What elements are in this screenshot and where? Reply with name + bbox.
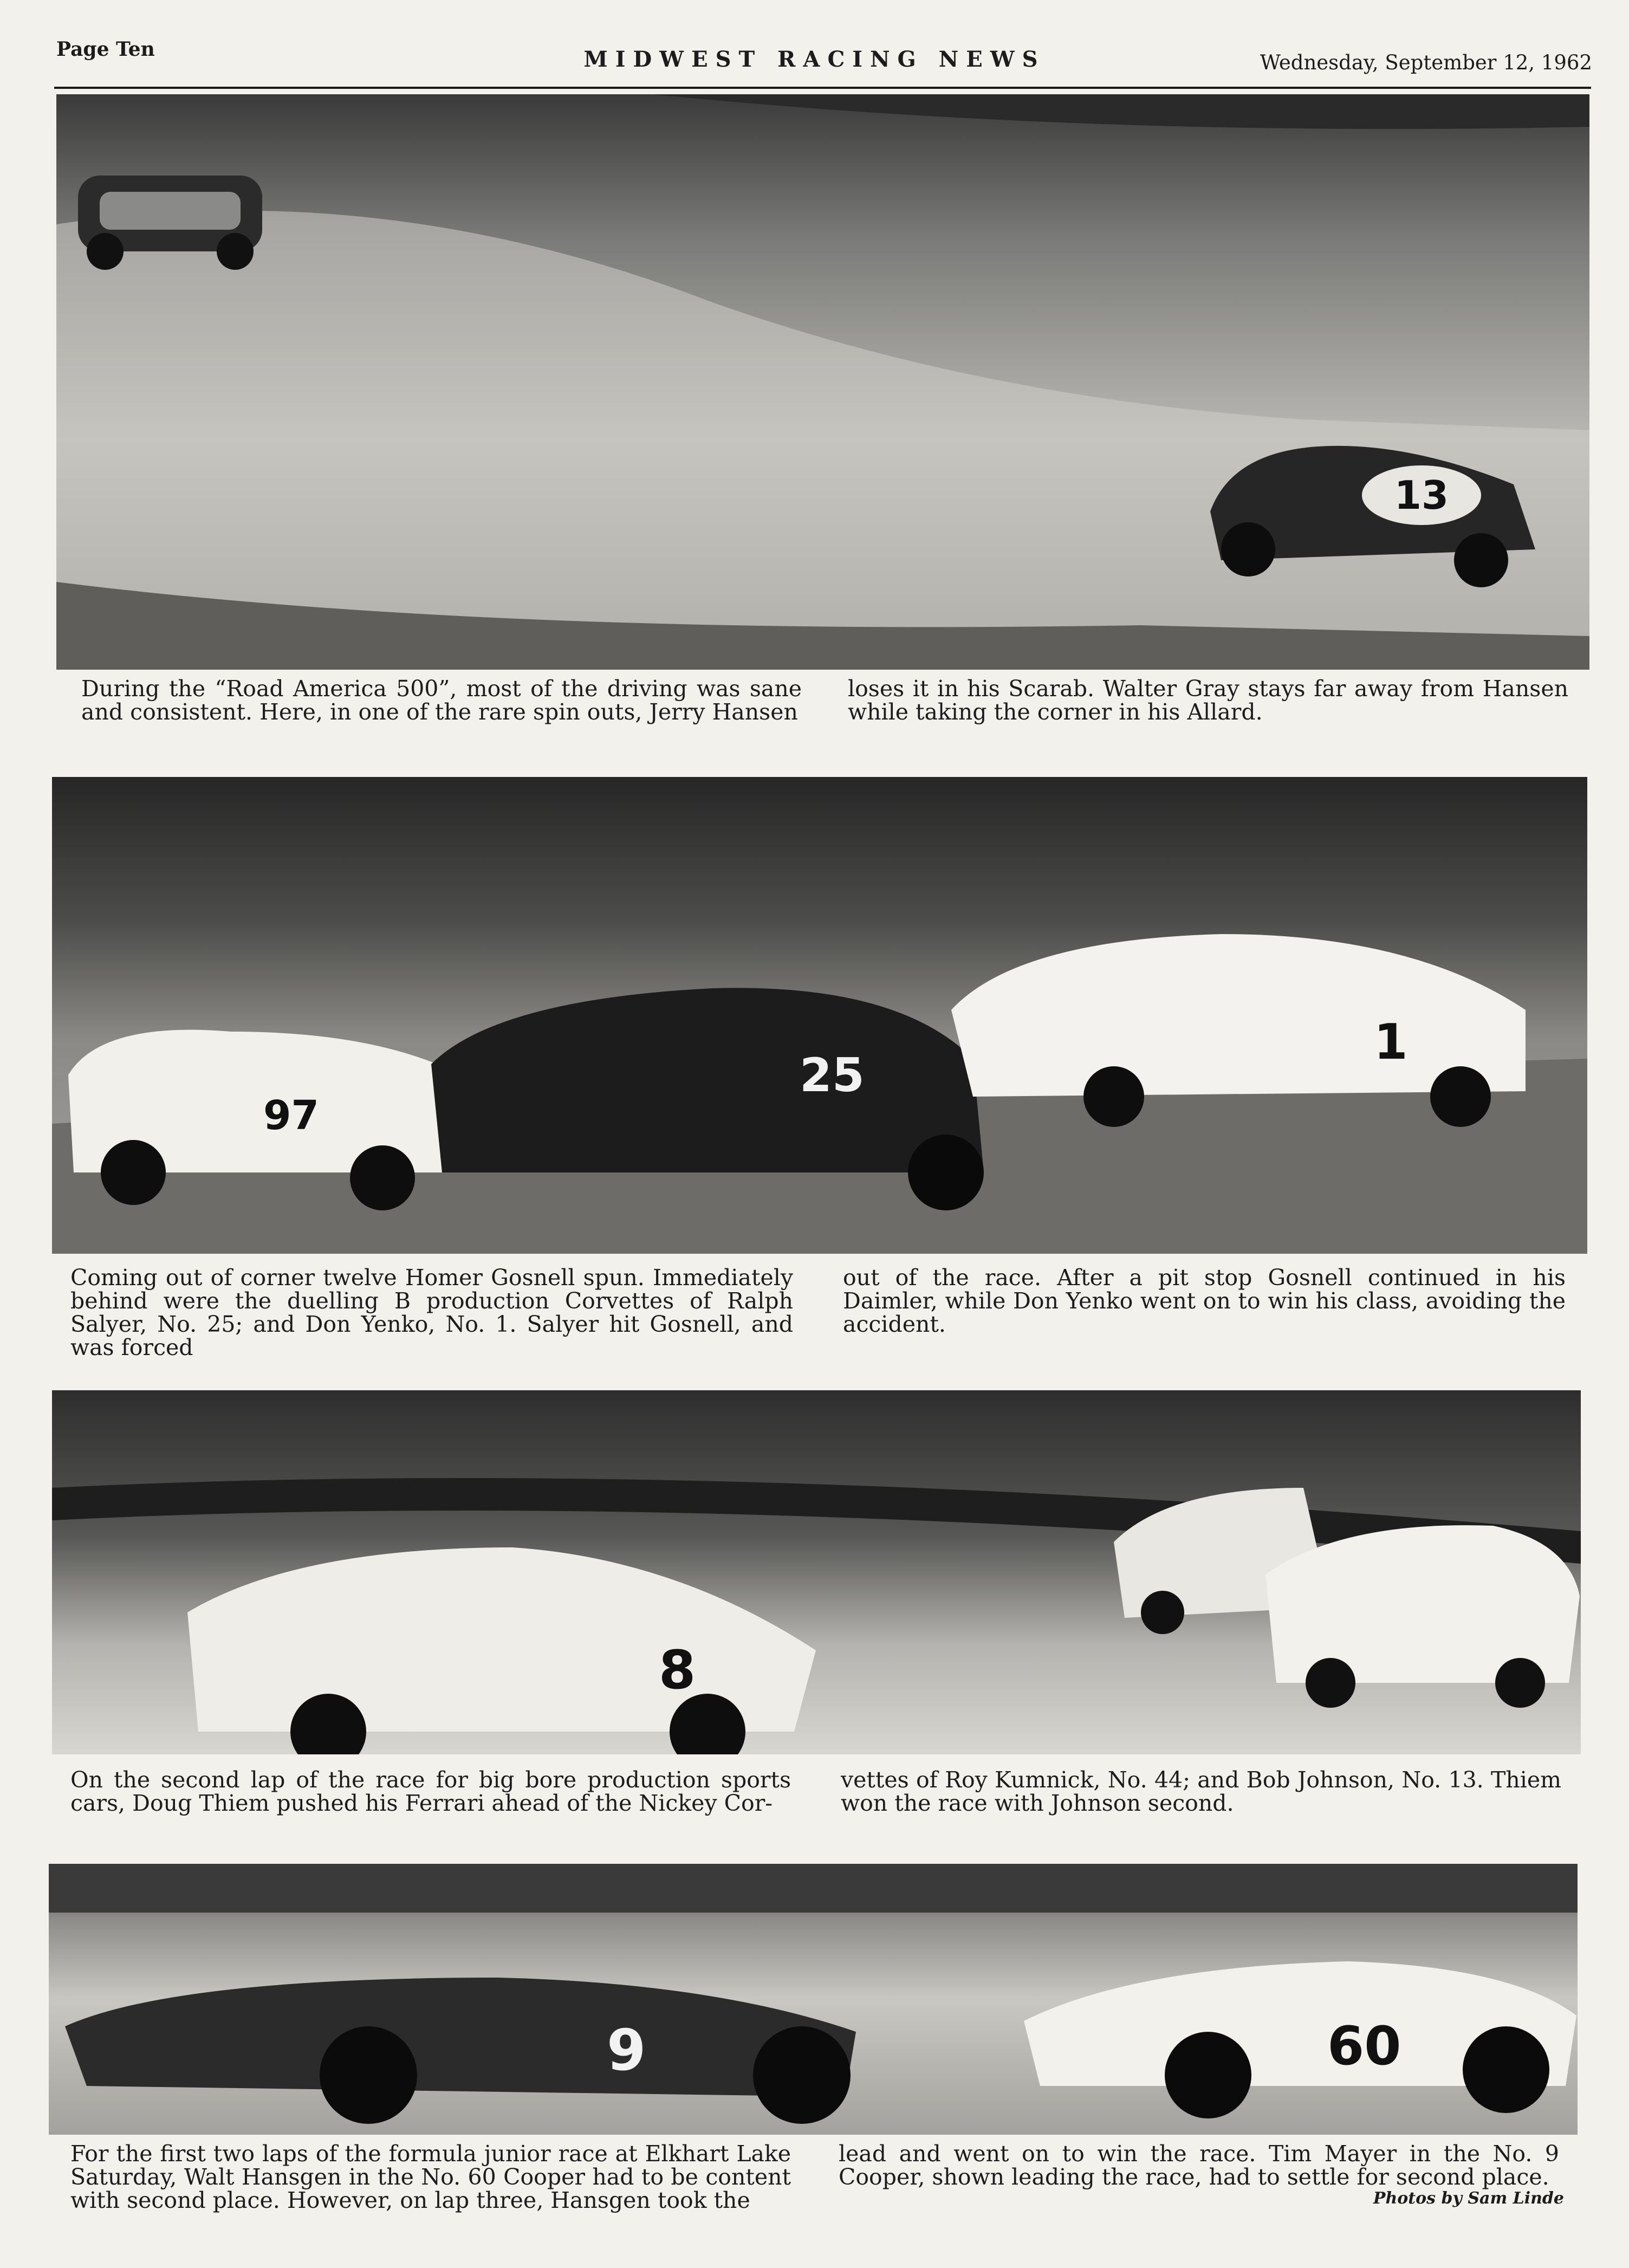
caption-3-right: vettes of Roy Kumnick, No. 44; and Bob Johnson, No. 13. Thiem won the race with Johnson second. (841, 1767, 1561, 1816)
photo-scarab-spin (56, 94, 1589, 670)
car-number-1: 1 (1374, 1014, 1408, 1071)
car-number-97: 97 (263, 1092, 319, 1139)
caption-3-left: On the second lap of the race for big bore production sports cars, Doug Thiem pushed his Ferrari ahead of the Nickey Cor- (70, 1767, 791, 1816)
photo-corner-twelve (52, 777, 1587, 1254)
page-number: Page Ten (56, 38, 155, 61)
caption-2-right: out of the race. After a pit stop Gosnell continued in his Daimler, while Don Yenko went on to win his class, avoiding the accident. (843, 1265, 1566, 1337)
photo-formula-junior (49, 1864, 1578, 2135)
masthead: MIDWEST RACING NEWS (583, 47, 1046, 72)
caption-2-left: Coming out of corner twelve Homer Gosnell spun. Immediately behind were the duelling B production Corvettes of Ralph Salyer, No. 25; and Don Yenko, No. 1. Salyer hit Gosnell, and was forced (70, 1265, 793, 1360)
car-number-13: 13 (1394, 472, 1449, 518)
car-number-9: 9 (607, 2017, 646, 2083)
photo-ferrari-corvettes (52, 1390, 1581, 1754)
photo-credit: Photos by Sam Linde (1373, 2189, 1564, 2208)
caption-1-right: loses it in his Scarab. Walter Gray stays far away from Hansen while taking the corner in his Allard. (848, 676, 1568, 725)
corvette-car-13 (1265, 1525, 1580, 1708)
issue-date: Wednesday, September 12, 1962 (1260, 51, 1592, 74)
caption-4-right: lead and went on to win the race. Tim Mayer in the No. 9 Cooper, shown leading the race, had to settle for second place. (839, 2141, 1559, 2190)
header-rule (54, 87, 1591, 89)
car-number-25: 25 (800, 1048, 865, 1103)
caption-4-left: For the first two laps of the formula junior race at Elkhart Lake Saturday, Walt Hansgen in the No. 60 Cooper had to be content with second place. However, on lap three, Hansgen took the (70, 2141, 791, 2213)
car-number-8: 8 (659, 1640, 696, 1701)
car-number-60: 60 (1327, 2016, 1401, 2077)
caption-1-left: During the “Road America 500”, most of the driving was sane and consistent. Here, in one of the rare spin outs, Jerry Hansen (81, 676, 802, 725)
